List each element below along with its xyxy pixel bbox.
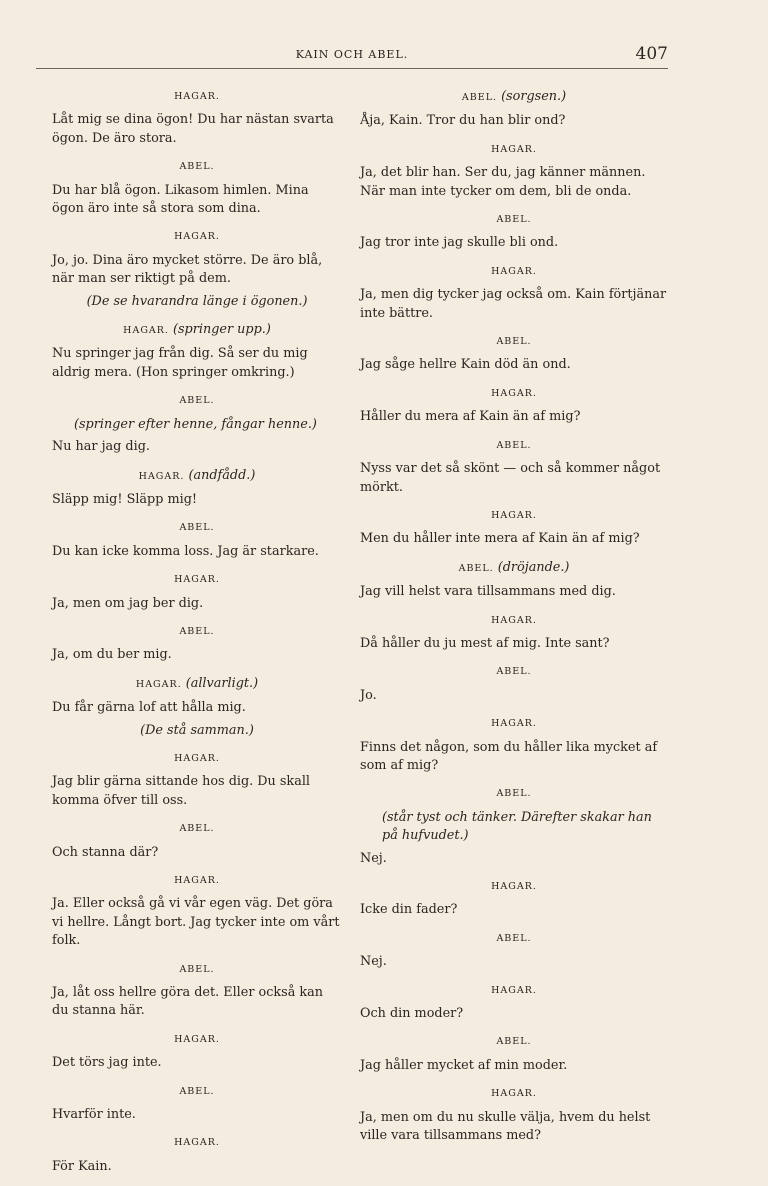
speaker-label: ABEL.	[179, 522, 215, 534]
speaker-label: ABEL.	[496, 439, 532, 451]
dialogue-line: För Kain.	[52, 1158, 112, 1174]
speaker-name	[360, 211, 668, 229]
dialogue-line: Du har blå ögon. Likasom himlen. Mina ögon äro inte så stora som dina.	[52, 182, 309, 217]
speaker-name	[360, 263, 668, 281]
speaker-label: HAGAR.	[135, 678, 182, 690]
dialogue-line: Jag såge hellre Kain död än ond.	[360, 357, 571, 373]
dialogue-line: Ja, men dig tycker jag också om. Kain förtjänar inte bättre.	[360, 287, 667, 321]
dialogue-line: Ja, men om du nu skulle välja, hvem du helst ville vara tillsammans med?	[360, 1109, 651, 1144]
dialogue-line: Jo, jo. Dina äro mycket större. De äro blå, när man ser riktigt på dem.	[52, 252, 323, 287]
speaker-label: HAGAR.	[491, 265, 537, 277]
speaker-name	[360, 930, 668, 948]
dialogue-line: Nej.	[360, 954, 387, 970]
speaker-label: ABEL.	[496, 336, 532, 348]
speaker-name	[360, 1033, 668, 1051]
speaker-label: HAGAR.	[491, 509, 537, 521]
speaker-label: HAGAR.	[491, 387, 537, 399]
dialogue-line: Icke din fader?	[360, 902, 458, 918]
speaker-name	[360, 612, 668, 630]
dialogue-line: Jag blir gärna sittande hos dig. Du skall komma öfver till oss.	[52, 774, 311, 808]
speaker-label: HAGAR.	[491, 614, 537, 626]
speaker-name	[52, 88, 342, 106]
running-head	[36, 44, 668, 69]
speaker-label: HAGAR.	[174, 752, 220, 764]
stage-direction-inline: (dröjande.)	[497, 559, 570, 575]
speaker-label: HAGAR.	[174, 1033, 220, 1045]
speaker-label: ABEL.	[179, 963, 215, 975]
stage-direction: (De se hvarandra länge i ögonen.)	[86, 293, 308, 309]
speaker-label: ABEL.	[496, 788, 532, 800]
speaker-name	[52, 623, 342, 641]
speaker-name	[52, 872, 342, 890]
dialogue-line: Jo.	[360, 687, 377, 703]
dialogue-line: Nu springer jag från dig. Så ser du mig aldrig mera. (Hon springer omkring.)	[52, 346, 308, 380]
speaker-label: ABEL.	[179, 395, 215, 407]
stage-direction: (står tyst och tänker. Därefter skakar han på hufvudet.)	[382, 809, 652, 844]
stage-direction: (springer efter henne, fångar henne.)	[74, 416, 317, 432]
speaker-name	[360, 715, 668, 733]
speaker-label: ABEL.	[179, 823, 215, 835]
dialogue-line: Nej.	[360, 850, 387, 866]
speaker-name	[52, 1134, 342, 1152]
speaker-label: HAGAR.	[491, 718, 537, 730]
speaker-name	[360, 559, 668, 578]
speaker-name	[52, 392, 342, 410]
speaker-name	[360, 437, 668, 455]
dialogue-line: Ja, men om jag ber dig.	[52, 595, 204, 611]
speaker-label: HAGAR.	[174, 1137, 220, 1149]
dialogue-line: Nyss var det så skönt — och så kommer något mörkt.	[360, 461, 661, 495]
speaker-label: ABEL.	[179, 1085, 215, 1097]
speaker-name	[52, 519, 342, 537]
stage-direction-inline: (andfådd.)	[188, 467, 256, 483]
speaker-name	[360, 878, 668, 896]
speaker-label: HAGAR.	[491, 984, 537, 996]
right-column	[360, 88, 668, 1155]
dialogue-line: Låt mig se dina ögon! Du har nästan svarta ögon. De äro stora.	[52, 112, 334, 146]
dialogue-line: Jag vill helst vara tillsammans med dig.	[360, 584, 616, 600]
speaker-name	[360, 385, 668, 403]
dialogue-line: Du får gärna lof att hålla mig.	[52, 700, 246, 716]
dialogue-line: Du kan icke komma loss. Jag är starkare.	[52, 543, 319, 559]
speaker-label: HAGAR.	[123, 325, 169, 337]
speaker-label: HAGAR.	[174, 91, 220, 102]
stage-direction-inline: (allvarligt.)	[185, 675, 259, 691]
dialogue-line: Jag tror inte jag skulle bli ond.	[360, 235, 559, 251]
speaker-name	[52, 158, 342, 176]
speaker-name	[52, 820, 342, 838]
dialogue-line: Släpp mig! Släpp mig!	[52, 491, 198, 507]
speaker-name	[360, 507, 668, 525]
dialogue-line: Ja. Eller också gå vi vår egen väg. Det göra vi hellre. Långt bort. Jag tycker inte om vårt folk.	[52, 896, 340, 949]
speaker-label: HAGAR.	[491, 881, 537, 892]
page-title: KAIN OCH ABEL.	[295, 48, 409, 61]
speaker-name	[52, 1083, 342, 1101]
dialogue-line: Ja, det blir han. Ser du, jag känner männen. När man inte tycker om dem, bli de onda.	[360, 165, 646, 199]
dialogue-line: Ja, om du ber mig.	[52, 647, 172, 663]
dialogue-line: Håller du mera af Kain än af mig?	[360, 409, 581, 425]
dialogue-line: Jag håller mycket af min moder.	[360, 1057, 568, 1073]
speaker-name	[52, 467, 342, 486]
speaker-name	[360, 785, 668, 803]
dialogue-line: Finns det någon, som du håller lika mycket af som af mig?	[360, 739, 658, 773]
speaker-label: ABEL.	[179, 161, 215, 173]
stage-direction-inline: (sorgsen.)	[501, 89, 567, 104]
dialogue-line: Det törs jag inte.	[52, 1055, 162, 1071]
page-number: 407	[635, 44, 668, 64]
speaker-name	[360, 141, 668, 159]
speaker-label: HAGAR.	[174, 574, 220, 586]
dialogue-line: Men du håller inte mera af Kain än af mig?	[360, 531, 640, 547]
dialogue-line: Hvarför inte.	[52, 1107, 136, 1123]
speaker-name	[360, 333, 668, 351]
speaker-label: HAGAR.	[491, 1088, 537, 1100]
speaker-label: HAGAR.	[174, 231, 220, 243]
left-column	[52, 88, 342, 1186]
speaker-name	[52, 228, 342, 246]
speaker-name	[360, 663, 668, 681]
speaker-name	[52, 750, 342, 768]
speaker-name	[52, 1031, 342, 1049]
speaker-name	[360, 982, 668, 1000]
speaker-label: ABEL.	[458, 562, 494, 574]
dialogue-line: Och din moder?	[360, 1006, 464, 1022]
dialogue-line: Nu har jag dig.	[52, 439, 150, 455]
dialogue-line: Åja, Kain. Tror du han blir ond?	[360, 113, 566, 129]
speaker-label: HAGAR.	[491, 143, 537, 155]
stage-direction: (De stå samman.)	[140, 722, 254, 738]
speaker-label: ABEL.	[496, 666, 532, 678]
speaker-name	[360, 88, 668, 107]
dialogue-line: Ja, låt oss hellre göra det. Eller också kan du stanna här.	[52, 985, 324, 1019]
speaker-label: ABEL.	[496, 932, 532, 944]
speaker-label: HAGAR.	[138, 470, 185, 482]
speaker-name	[52, 675, 342, 694]
speaker-label: ABEL.	[179, 625, 215, 637]
speaker-name	[52, 961, 342, 979]
speaker-name	[52, 321, 342, 340]
speaker-label: HAGAR.	[174, 875, 220, 886]
speaker-label: ABEL.	[496, 214, 532, 226]
stage-direction-inline: (springer upp.)	[172, 322, 271, 338]
speaker-name	[52, 571, 342, 589]
speaker-label: ABEL.	[496, 1036, 532, 1048]
dialogue-line: Och stanna där?	[52, 844, 159, 860]
speaker-name	[360, 1085, 668, 1103]
speaker-label: ABEL.	[461, 92, 498, 103]
dialogue-line: Då håller du ju mest af mig. Inte sant?	[360, 635, 610, 651]
